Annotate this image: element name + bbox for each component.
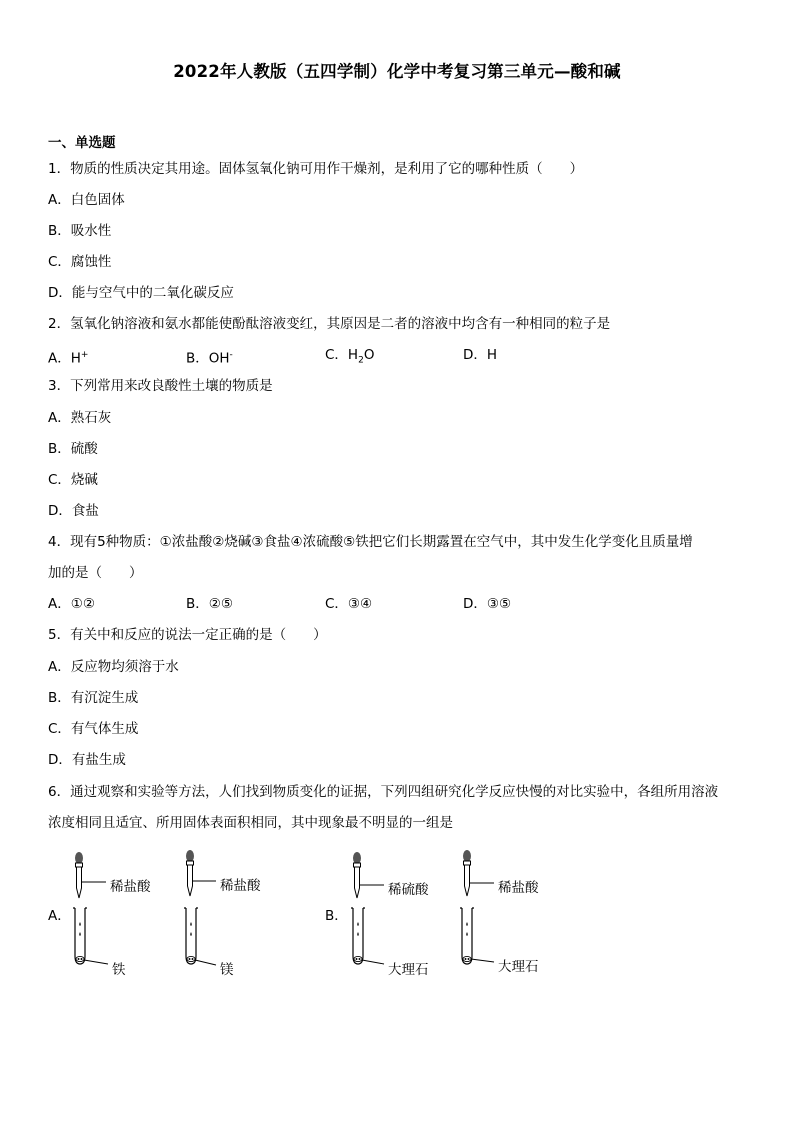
question-6-option-b[interactable]: B．: [325, 908, 348, 924]
tube-2-reagent-label: 稀盐酸: [220, 878, 261, 894]
test-tube-2: [184, 908, 198, 964]
question-4-option-c[interactable]: C．③④: [325, 596, 373, 612]
question-1-stem: 1．物质的性质决定其用途。固体氢氧化钠可用作干燥剂，是利用了它的哪种性质（ ）: [48, 161, 584, 177]
question-1-option-a[interactable]: A．白色固体: [48, 192, 125, 208]
dropper-4: [463, 850, 471, 896]
question-6-stem-line-2: 浓度相同且适宜、所用固体表面积相同，其中现象最不明显的一组是: [48, 815, 453, 831]
question-3-option-a[interactable]: A．熟石灰: [48, 410, 112, 426]
dropper-1: [75, 852, 83, 898]
tube-1-reagent-label: 稀盐酸: [110, 879, 151, 895]
dropper-2: [186, 850, 194, 896]
question-4-option-b[interactable]: B．②⑤: [186, 596, 233, 612]
question-6-figure: [44, 848, 564, 978]
question-5-option-b[interactable]: B．有沉淀生成: [48, 690, 139, 706]
tube-4-reagent-label: 稀盐酸: [498, 880, 539, 896]
test-tube-3: [351, 908, 365, 964]
question-2-option-d[interactable]: D．H: [463, 347, 498, 363]
question-2-option-a[interactable]: A．H+: [48, 350, 89, 367]
tube-3-reagent-label: 稀硫酸: [388, 882, 429, 898]
question-5-stem: 5．有关中和反应的说法一定正确的是（ ）: [48, 627, 327, 643]
question-1-option-c[interactable]: C．腐蚀性: [48, 254, 112, 270]
page-title: 2022年人教版（五四学制）化学中考复习第三单元—酸和碱: [173, 62, 621, 81]
question-4-options: [48, 595, 748, 613]
question-5-option-a[interactable]: A．反应物均须溶于水: [48, 659, 179, 675]
question-4-option-d[interactable]: D．③⑤: [463, 596, 512, 612]
question-5-option-d[interactable]: D．有盐生成: [48, 752, 126, 768]
dropper-3: [353, 852, 361, 898]
question-2-option-b[interactable]: B．OH-: [186, 350, 233, 367]
question-4-stem-line-2: 加的是（ ）: [48, 565, 143, 581]
tube-2-solid-label: 镁: [220, 962, 234, 978]
section-heading: 一、单选题: [48, 135, 116, 151]
question-2-stem: 2．氢氧化钠溶液和氨水都能使酚酞溶液变红，其原因是二者的溶液中均含有一种相同的粒子是: [48, 316, 611, 332]
tube-1-solid-label: 铁: [112, 962, 126, 978]
test-tube-1: [73, 908, 87, 964]
question-3-stem: 3．下列常用来改良酸性土壤的物质是: [48, 378, 273, 394]
question-4-stem-line-1: 4．现有5种物质：①浓盐酸②烧碱③食盐④浓硫酸⑤铁把它们长期露置在空气中，其中发生化学变化且质量增: [48, 534, 693, 550]
tube-4-solid-label: 大理石: [498, 959, 539, 975]
question-6-option-a[interactable]: A．: [48, 908, 71, 924]
tube-3-solid-label: 大理石: [388, 962, 429, 978]
question-5-option-c[interactable]: C．有气体生成: [48, 721, 139, 737]
question-1-option-d[interactable]: D．能与空气中的二氧化碳反应: [48, 285, 234, 301]
question-3-option-d[interactable]: D．食盐: [48, 503, 99, 519]
question-3-option-c[interactable]: C．烧碱: [48, 472, 98, 488]
question-2-options: [48, 346, 748, 367]
question-1-option-b[interactable]: B．吸水性: [48, 223, 112, 239]
question-2-option-c[interactable]: C．$H_2O$: [325, 347, 375, 366]
question-6-stem-line-1: 6．通过观察和实验等方法，人们找到物质变化的证据，下列四组研究化学反应快慢的对比实验中，各组所用溶液: [48, 784, 719, 800]
test-tube-4: [460, 908, 474, 964]
question-3-option-b[interactable]: B．硫酸: [48, 441, 98, 457]
question-4-option-a[interactable]: A．①②: [48, 596, 95, 612]
